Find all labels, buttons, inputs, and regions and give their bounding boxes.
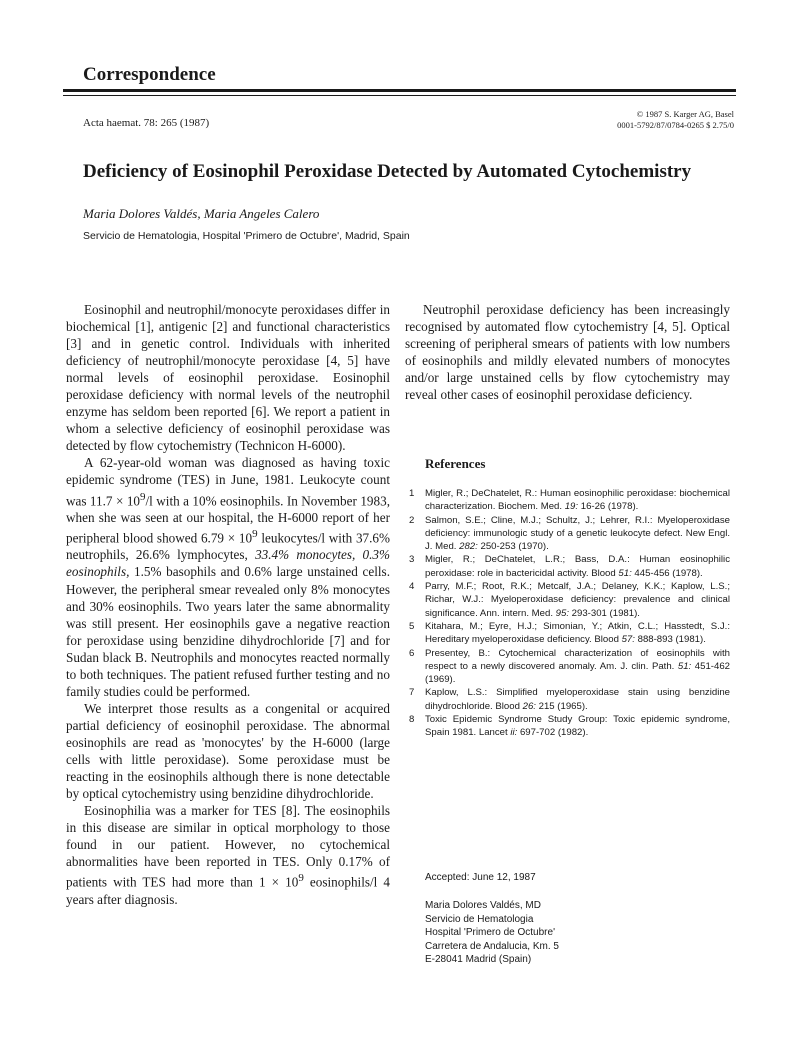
journal-citation <box>83 117 209 129</box>
copyright-line: © 1987 S. Karger AG, Basel <box>636 109 734 119</box>
reference-text: Kaplow, L.S.: Simplified myeloperoxidase stain using benzidine dihydrochloride. Blood <box>425 687 730 712</box>
body-paragraph <box>66 802 390 908</box>
issn-line: 0001-5792/87/0784-0265 $ 2.75/0 <box>617 120 734 130</box>
reference-number: 6 <box>409 647 415 659</box>
references-heading: References <box>425 456 486 471</box>
reference-text: 250-253 (1970). <box>477 541 549 553</box>
reference-volume: 19: <box>564 501 579 513</box>
article-title: Deficiency of Eosinophil Peroxidase Detected by Automated Cytochemistry <box>83 161 692 182</box>
reference-number: 5 <box>409 620 415 632</box>
reference-volume: 26: <box>522 700 536 712</box>
reference-volume: 57: <box>621 634 635 646</box>
body-paragraph: Neutrophil peroxidase deficiency has been increasingly recognised by automated flow cytochemistry [4, 5]. Optical screening of peripheral smears of patients with low numbers of eosinophils and mildly elevated numbers of monocytes and/or large unstained cells by flow cytochemistry may reveal other cases of eosinophil peroxidase deficiency. <box>405 302 730 403</box>
text-run: leukocytes/l with 37.6% neutrophils, 26.6% lymphocytes, <box>66 530 391 563</box>
reference-text: Kitahara, M.; Eyre, H.J.; Simonian, Y.; Atkin, C.L.; Hasstedt, S.J.: Hereditary myeloperoxidase deficiency. Blood <box>425 620 730 646</box>
address-line: Carretera de Andalucia, Km. 5 <box>425 940 559 952</box>
reference-item <box>409 713 730 740</box>
citation-text: Acta haemat. 78: 265 (1987) <box>83 117 210 129</box>
reference-volume: ii: <box>510 727 518 739</box>
reference-text: 16-26 (1978). <box>578 501 639 513</box>
text-run: A 62-year-old woman was diagnosed as having toxic epidemic syndrome (TES) in June, 1981. Leukocyte count was 11.7 × 10 <box>66 455 390 508</box>
reference-number: 8 <box>409 714 415 726</box>
reference-volume: 51: <box>677 660 692 672</box>
reference-number: 7 <box>409 687 415 699</box>
header-rule-thick <box>63 89 736 92</box>
reference-text: 445-456 (1978). <box>631 567 703 579</box>
body-paragraph: We interpret those results as a congenital or acquired partial deficiency of eosinophil peroxidase. The abnormal eosinophils are read as 'monocytes' by the H-6000 (large cells with little peroxidase). Some peroxidase must be reacting in the eosinophils although there is none detectable by optical cytochemistry using benzidine dihydrochloride. <box>66 700 390 802</box>
italic-text: 33.4% monocytes, 0.3% eosinophils, <box>66 547 390 580</box>
reference-item <box>409 487 730 514</box>
reference-number: 1 <box>409 488 415 499</box>
address-line: E-28041 Madrid (Spain) <box>425 954 532 965</box>
correspondence-address <box>425 899 559 967</box>
reference-text: Migler, R.; DeChatelet, R.: Human eosinophilic peroxidase: biochemical characterization. Biochem. Med. <box>425 488 730 513</box>
reference-item <box>409 647 730 687</box>
text-run: eosinophils/l 4 years after diagnosis. <box>66 874 390 907</box>
reference-text: Parry, M.F.; Root, R.K.; Metcalf, J.A.; Delaney, K.K.; Kaplow, L.S.; Richar, W.J.: Myeloperoxidase deficiency: prevalence and clinical significance. Ann. intern. Med. <box>425 581 730 619</box>
accepted-date: Accepted: June 12, 1987 <box>425 872 536 883</box>
reference-volume: 95: <box>555 607 569 619</box>
authors: Maria Dolores Valdés, Maria Angeles Calero <box>83 206 320 221</box>
reference-number: 4 <box>409 581 415 593</box>
body-left-column <box>66 301 390 908</box>
text-run: 1.5% basophils and 0.6% large unstained cells. However, the peripheral smear revealed only 8% monocytes and 30% eosinophils. Two years later the same abnormality was still present. Her eosinophils gave a negative reaction for peroxidase using benzidine dihydrochloride [7] and for Sudan black B. Neutrophils and monocytes reacted normally to both techniques. The patient refused further testing and no family studies could be performed. <box>66 564 390 699</box>
reference-text: Salmon, S.E.; Cline, M.J.; Schultz, J.; Lehrer, R.I.: Myeloperoxidase deficiency: immunologic study of a genetic leukocyte defect. New Engl. J. Med. <box>425 514 730 553</box>
superscript: 9 <box>140 490 146 503</box>
reference-item <box>409 620 730 647</box>
reference-volume: 51: <box>618 567 632 579</box>
reference-text: 451-462 (1969). <box>425 660 730 686</box>
header-rule-thin <box>63 95 736 96</box>
text-run: Eosinophilia was a marker for TES [8]. The eosinophils in this disease are similar in optical morphology to those found in our patient. However, no cytochemical abnormalities have been reported in TES. Only 0.17% of patients with TES had more than 1 × 10 <box>66 803 390 890</box>
body-right-column <box>405 301 730 403</box>
copyright-block <box>617 109 734 131</box>
reference-text: 293-301 (1981). <box>569 607 640 619</box>
section-heading: Correspondence <box>83 64 216 85</box>
reference-number: 2 <box>409 514 415 526</box>
reference-item <box>409 514 730 554</box>
body-paragraph <box>66 454 390 699</box>
address-line: Servicio de Hematologia <box>425 913 534 925</box>
superscript: 9 <box>252 528 258 540</box>
affiliation: Servicio de Hematologia, Hospital 'Primero de Octubre', Madrid, Spain <box>83 230 410 242</box>
address-line: Maria Dolores Valdés, MD <box>425 900 541 911</box>
reference-list <box>409 487 730 740</box>
body-paragraph: Eosinophil and neutrophil/monocyte peroxidases differ in biochemical [1], antigenic [2] and functional characteristics [3] and in genetic control. Individuals with inherited deficiency of neutrophil/monocyte peroxidase [4, 5] have normal levels of eosinophil peroxidase. Eosinophil peroxidase deficiency with normal levels of the neutrophil enzyme has seldom been reported [6]. We report a patient in whom a selective deficiency of eosinophil peroxidase was detected by flow cytochemistry (Technicon H-6000). <box>66 302 390 454</box>
reference-text: Presentey, B.: Cytochemical characterization of eosinophils with respect to a newly discovered anomaly. Am. J. clin. Path. <box>425 647 730 672</box>
reference-text: 888-893 (1981). <box>634 634 706 646</box>
text-run: /l with a 10% eosinophils. In November 1983, when she was seen at our hospital, the H-6000 report of her peripheral blood showed 6.79 × 10 <box>66 492 390 546</box>
reference-volume: 282: <box>459 541 478 553</box>
reference-text: Migler, R.; DeChatelet, L.R.; Bass, D.A.: Human eosinophilic peroxidase: role in bactericidal activity. Blood <box>425 554 730 579</box>
reference-text: 215 (1965). <box>535 700 588 712</box>
address-line: Hospital 'Primero de Octubre' <box>425 927 555 938</box>
superscript: 9 <box>298 872 304 885</box>
reference-item <box>409 580 730 620</box>
reference-text: 697-702 (1982). <box>517 727 589 739</box>
reference-item <box>409 553 730 580</box>
reference-item <box>409 686 730 713</box>
reference-number: 3 <box>409 554 415 566</box>
reference-text: Toxic Epidemic Syndrome Study Group: Toxic epidemic syndrome, Spain 1981. Lancet <box>425 714 730 739</box>
